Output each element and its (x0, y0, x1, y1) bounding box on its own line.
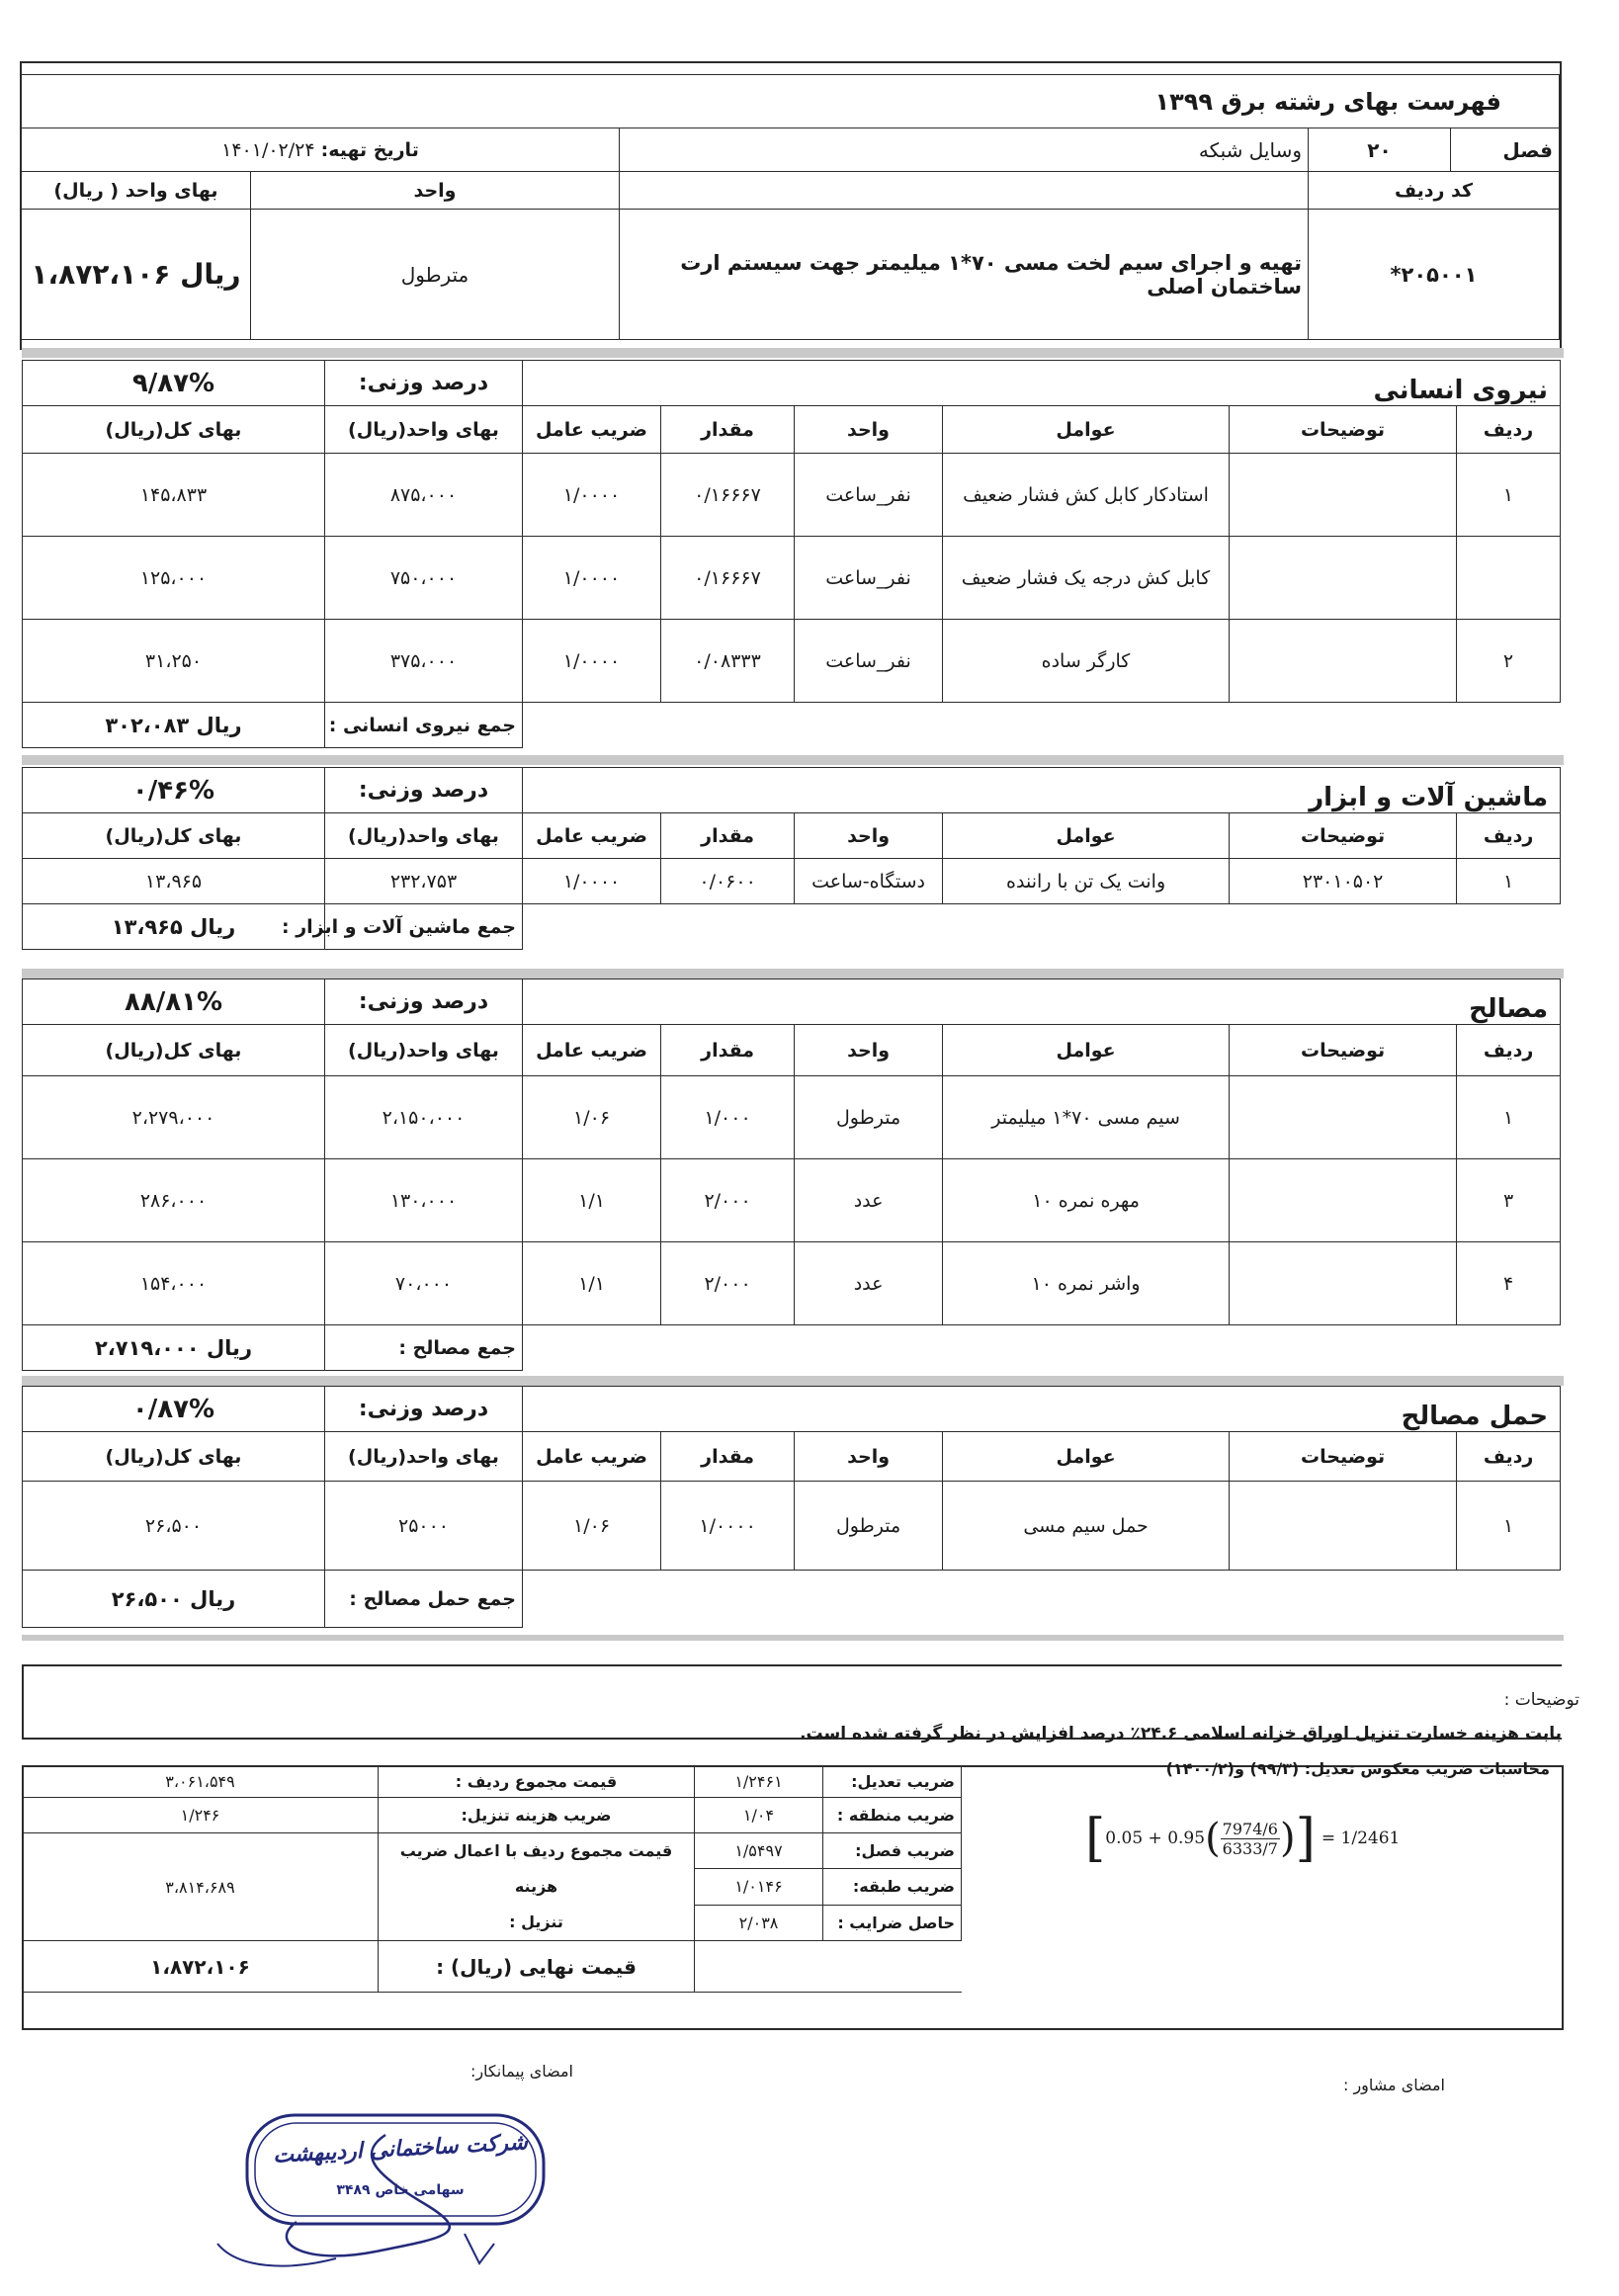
col-notes: توضیحات (1230, 1432, 1457, 1482)
labor-section (22, 360, 1561, 748)
col-notes: توضیحات (1230, 813, 1457, 859)
date-label: تاریخ تهیه: (320, 138, 419, 161)
row-qty: ۱/۰۰۰۰ (661, 1482, 795, 1571)
row-total: ۲۶،۵۰۰ (23, 1482, 325, 1571)
item-unit: مترطول (251, 210, 620, 340)
row-coef: ۱/۱ (523, 1242, 661, 1325)
formula-result: = 1/2461 (1321, 1828, 1401, 1848)
table-row (23, 454, 1561, 537)
stamp-text-1: شرکت ساختمانی اردیبهشت (272, 2130, 529, 2168)
machinery-sum-label: جمع ماشین آلات و ابزار : (325, 904, 523, 950)
row-factor: کارگر ساده (943, 620, 1230, 703)
separator (22, 1376, 1564, 1386)
final-price-label: قیمت نهایی (ریال) : (379, 1941, 695, 1993)
unit-price-label: بهای واحد ( ریال) (21, 172, 250, 210)
col-total: بهای کل(ریال) (23, 1025, 325, 1076)
row-notes (1230, 537, 1457, 620)
row-unit: نفر_ساعت (795, 454, 943, 537)
row-unit-price: ۲،۱۵۰،۰۰۰ (325, 1076, 523, 1159)
row-number: ۴ (1457, 1242, 1561, 1325)
coef-value: ۱/۵۴۹۷ (695, 1833, 823, 1869)
separator (22, 969, 1564, 978)
stamp-text-2: سهامی خاص ۳۴۸۹ (336, 2182, 465, 2198)
row-number: ۳ (1457, 1159, 1561, 1242)
row-coef: ۱/۰۶ (523, 1482, 661, 1571)
row-qty: ۱/۰۰۰ (661, 1076, 795, 1159)
separator (22, 348, 1564, 358)
row-notes (1230, 1482, 1457, 1571)
table-row (23, 537, 1561, 620)
row-unit-price: ۷۰،۰۰۰ (325, 1242, 523, 1325)
col-qty: مقدار (661, 1025, 795, 1076)
transport-section (22, 1386, 1561, 1628)
row-qty: ۲/۰۰۰ (661, 1159, 795, 1242)
row-unit-price: ۸۷۵،۰۰۰ (325, 454, 523, 537)
formula-numerator: 7974/6 (1222, 1819, 1278, 1838)
col-unit: واحد (795, 1025, 943, 1076)
col-coef: ضریب عامل (523, 1432, 661, 1482)
table-row (23, 1242, 1561, 1325)
coef-label: ضریب منطقه : (823, 1798, 962, 1833)
col-factors: عوامل (943, 406, 1230, 454)
formula-base: 0.05 + 0.95 (1105, 1828, 1206, 1848)
materials-section (22, 978, 1561, 1371)
row-notes (1230, 1076, 1457, 1159)
row-coef: ۱/۰۰۰۰ (523, 859, 661, 904)
row-coef: ۱/۰۶ (523, 1076, 661, 1159)
col-total: بهای کل(ریال) (23, 813, 325, 859)
formula-fraction (1221, 1820, 1280, 1858)
row-qty: ۲/۰۰۰ (661, 1242, 795, 1325)
row-qty: ۰/۰۸۳۳۳ (661, 620, 795, 703)
col-notes: توضیحات (1230, 406, 1457, 454)
row-unit: عدد (795, 1242, 943, 1325)
col-unit: واحد (795, 1432, 943, 1482)
col-qty: مقدار (661, 406, 795, 454)
row-notes (1230, 1242, 1457, 1325)
col-unit-price: بهای واحد(ریال) (325, 406, 523, 454)
labor-sum-value: ریال ۳۰۲،۰۸۳ (23, 703, 325, 748)
adjusted-value: ۳،۸۱۴،۶۸۹ (23, 1833, 379, 1941)
row-unit-price: ۲۳۲،۷۵۳ (325, 859, 523, 904)
row-unit: عدد (795, 1159, 943, 1242)
row-number (1457, 537, 1561, 620)
item-description: تهیه و اجرای سیم لخت مسی ۷۰*۱ میلیمتر جهت سیستم ارت ساختمان اصلی (620, 210, 1309, 340)
col-qty: مقدار (661, 1432, 795, 1482)
row-notes: ۲۳۰۱۰۵۰۲ (1230, 859, 1457, 904)
coef-value: ۱/۰۴ (695, 1798, 823, 1833)
col-total: بهای کل(ریال) (23, 406, 325, 454)
machinery-weight-label: درصد وزنی: (325, 768, 523, 813)
coef-label: ضریب فصل: (823, 1833, 962, 1869)
coef-value: ۱/۰۱۴۶ (695, 1869, 823, 1905)
row-qty: ۰/۱۶۶۶۷ (661, 537, 795, 620)
col-coef: ضریب عامل (523, 813, 661, 859)
row-factor: وانت یک تن با راننده (943, 859, 1230, 904)
summary-table (22, 1765, 962, 1993)
table-row (23, 620, 1561, 703)
materials-sum-label: جمع مصالح : (325, 1325, 523, 1371)
row-unit-price: ۷۵۰،۰۰۰ (325, 537, 523, 620)
separator (22, 755, 1564, 765)
labor-sum-label: جمع نیروی انسانی : (325, 703, 523, 748)
materials-sum-value: ریال ۲،۷۱۹،۰۰۰ (23, 1325, 325, 1371)
table-row (23, 859, 1561, 904)
labor-title: نیروی انسانی (523, 361, 1561, 406)
item-unit-price: ریال ۱،۸۷۲،۱۰۶ (21, 210, 250, 340)
adjustment-formula: [ 0.05 + 0.95 ( $\frac{7974/6}{6333/7}$ ) ] = 1/2461 (1085, 1809, 1401, 1868)
row-coef: ۱/۰۰۰۰ (523, 620, 661, 703)
labor-weight: ۹/۸۷% (23, 361, 325, 406)
row-unit: مترطول (795, 1482, 943, 1571)
col-factors: عوامل (943, 1025, 1230, 1076)
col-factors: عوامل (943, 1432, 1230, 1482)
row-unit: نفر_ساعت (795, 537, 943, 620)
unit-label: واحد (251, 172, 620, 210)
col-row: ردیف (1457, 1025, 1561, 1076)
transport-title: حمل مصالح (523, 1387, 1561, 1432)
machinery-weight: ۰/۴۶% (23, 768, 325, 813)
formula-title: محاسبات ضریب معکوس تعدیل: (۹۹/۳) و(۱۴۰۰/۲) (1165, 1759, 1550, 1778)
row-coef: ۱/۰۰۰۰ (523, 537, 661, 620)
chapter-name: وسایل شبکه (620, 128, 1309, 172)
row-factor: واشر نمره ۱۰ (943, 1242, 1230, 1325)
row-unit-price: ۲۵۰۰۰ (325, 1482, 523, 1571)
row-factor: کابل کش درجه یک فشار ضعیف (943, 537, 1230, 620)
transport-sum-value: ریال ۲۶،۵۰۰ (23, 1571, 325, 1628)
formula-denominator: 6333/7 (1222, 1838, 1278, 1858)
row-number: ۱ (1457, 1076, 1561, 1159)
col-coef: ضریب عامل (523, 406, 661, 454)
row-code-label: کد ردیف (1309, 172, 1560, 210)
coef-value: ۲/۰۳۸ (695, 1905, 823, 1940)
date-value: ۱۴۰۱/۰۲/۲۴ (221, 138, 315, 161)
header-table (21, 74, 1560, 340)
col-unit-price: بهای واحد(ریال) (325, 1432, 523, 1482)
col-row: ردیف (1457, 406, 1561, 454)
coef-label: ضریب طبقه: (823, 1869, 962, 1905)
col-row: ردیف (1457, 813, 1561, 859)
transport-sum-label: جمع حمل مصالح : (325, 1571, 523, 1628)
discount-value: ۱/۲۴۶ (23, 1798, 379, 1833)
row-total: ۲،۲۷۹،۰۰۰ (23, 1076, 325, 1159)
row-total: ۱۵۴،۰۰۰ (23, 1242, 325, 1325)
notes-text: بابت هزینه خسارت تنزیل اوراق خزانه اسلامی ۲۴.۶٪ درصد افزایش در نظر گرفته شده است. (800, 1724, 1562, 1743)
separator (22, 1635, 1564, 1641)
col-unit: واحد (795, 813, 943, 859)
materials-weight: ۸۸/۸۱% (23, 979, 325, 1025)
row-total: ۱۴۵،۸۳۳ (23, 454, 325, 537)
company-stamp (178, 2095, 573, 2283)
col-coef: ضریب عامل (523, 1025, 661, 1076)
row-code: ۲۰۵۰۰۱* (1309, 210, 1560, 340)
col-unit-price: بهای واحد(ریال) (325, 813, 523, 859)
row-notes (1230, 620, 1457, 703)
row-notes (1230, 454, 1457, 537)
machinery-sum-value: ریال ۱۳،۹۶۵ (23, 904, 325, 950)
adjusted-label-line2: تنزیل : (509, 1913, 563, 1931)
row-total-label: قیمت مجموع ردیف : (379, 1766, 695, 1798)
page-title: فهرست بهای رشته برق ۱۳۹۹ (1154, 87, 1501, 116)
coef-value: ۱/۲۴۶۱ (695, 1766, 823, 1798)
machinery-section (22, 767, 1561, 950)
row-notes (1230, 1159, 1457, 1242)
row-total: ۱۲۵،۰۰۰ (23, 537, 325, 620)
coef-label: ضریب تعدیل: (823, 1766, 962, 1798)
row-number: ۱ (1457, 454, 1561, 537)
transport-weight-label: درصد وزنی: (325, 1387, 523, 1432)
col-notes: توضیحات (1230, 1025, 1457, 1076)
chapter-label: فصل (1451, 128, 1560, 172)
row-total-value: ۳،۰۶۱،۵۴۹ (23, 1766, 379, 1798)
col-row: ردیف (1457, 1432, 1561, 1482)
adjusted-label-line1: قیمت مجموع ردیف با اعمال ضریب هزینه (399, 1841, 673, 1896)
consultant-signature-label: امضای مشاور : (1342, 2076, 1445, 2094)
row-number: ۲ (1457, 620, 1561, 703)
row-number: ۱ (1457, 1482, 1561, 1571)
row-unit-price: ۳۷۵،۰۰۰ (325, 620, 523, 703)
col-total: بهای کل(ریال) (23, 1432, 325, 1482)
row-qty: ۰/۱۶۶۶۷ (661, 454, 795, 537)
discount-label: ضریب هزینه تنزیل: (379, 1798, 695, 1833)
labor-weight-label: درصد وزنی: (325, 361, 523, 406)
machinery-title: ماشین آلات و ابزار (523, 768, 1561, 813)
row-factor: حمل سیم مسی (943, 1482, 1230, 1571)
row-qty: ۰/۰۶۰۰ (661, 859, 795, 904)
materials-weight-label: درصد وزنی: (325, 979, 523, 1025)
row-factor: استادکار کابل کش فشار ضعیف (943, 454, 1230, 537)
table-row (23, 1482, 1561, 1571)
coef-label: حاصل ضرایب : (823, 1905, 962, 1940)
row-number: ۱ (1457, 859, 1561, 904)
transport-weight: ۰/۸۷% (23, 1387, 325, 1432)
row-total: ۱۳،۹۶۵ (23, 859, 325, 904)
col-unit-price: بهای واحد(ریال) (325, 1025, 523, 1076)
table-row (23, 1159, 1561, 1242)
row-coef: ۱/۱ (523, 1159, 661, 1242)
row-unit: مترطول (795, 1076, 943, 1159)
row-total: ۲۸۶،۰۰۰ (23, 1159, 325, 1242)
notes-label: توضیحات : (1503, 1690, 1579, 1710)
chapter-number: ۲۰ (1309, 128, 1451, 172)
row-unit: دستگاه-ساعت (795, 859, 943, 904)
materials-title: مصالح (523, 979, 1561, 1025)
row-coef: ۱/۰۰۰۰ (523, 454, 661, 537)
col-qty: مقدار (661, 813, 795, 859)
col-unit: واحد (795, 406, 943, 454)
row-factor: سیم مسی ۷۰*۱ میلیمتر (943, 1076, 1230, 1159)
table-row (23, 1076, 1561, 1159)
contractor-signature-label: امضای پیمانکار: (469, 2062, 573, 2081)
final-price-value: ۱،۸۷۲،۱۰۶ (23, 1941, 379, 1993)
col-factors: عوامل (943, 813, 1230, 859)
row-unit: نفر_ساعت (795, 620, 943, 703)
row-total: ۳۱،۲۵۰ (23, 620, 325, 703)
row-factor: مهره نمره ۱۰ (943, 1159, 1230, 1242)
row-unit-price: ۱۳۰،۰۰۰ (325, 1159, 523, 1242)
